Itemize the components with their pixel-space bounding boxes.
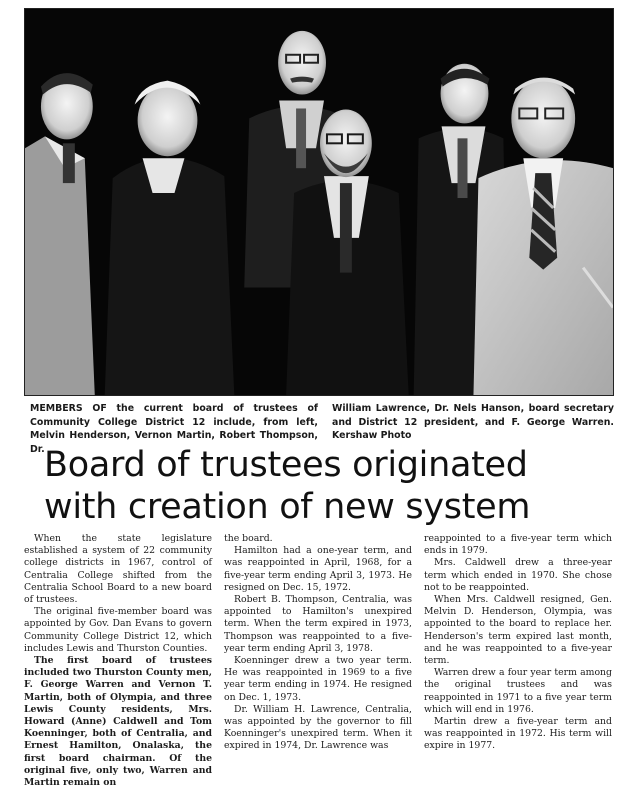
- headline-line-1: Board of trustees originated: [44, 445, 528, 485]
- paragraph: Koenninger drew a two year term. He was reappointed in 1969 to a five year term ending in 1974. He resigned on Dec. 1, 1973.: [224, 655, 412, 703]
- paragraph: The first board of trustees included two Thurston County men, F. George Warren and Vernon T. Martin, both of Olympia, and three Lewis County residents, Mrs. Howard (Anne) Caldwell and Tom Koenninger, both of Centralia, and Ernest Hamilton, Onalaska, the first board chairman. Of the original five, only two, Warren and Martin remain on: [24, 655, 212, 789]
- paragraph: the board.: [224, 533, 273, 544]
- caption-col-2: William Lawrence, Dr. Nels Hanson, board secretary and District 12 president, and F. George Warren. Kershaw Photo: [332, 403, 614, 441]
- paragraph: Robert B. Thompson, Centralia, was appointed to Hamilton's unexpired term. When the term expired in 1973, Thompson was reappointed to a five-year term ending April 3, 1978.: [224, 594, 412, 654]
- caption-text-1: the current board of trustees of Community College District 12 include, from left, Melvin Henderson, Vernon Martin, Robert Thompson, Dr.: [30, 403, 318, 455]
- paragraph: Dr. William H. Lawrence, Centralia, was appointed by the governor to fill Koenninger's unexpired term. When it expired in 1974, Dr. Lawrence was: [224, 703, 412, 752]
- paragraph: Mrs. Caldwell drew a three-year term which ended in 1970. She chose not to be reappointed.: [424, 557, 612, 593]
- paragraph: When Mrs. Caldwell resigned, Gen. Melvin D. Henderson, Olympia, was appointed to the board to replace her. Henderson's term expired last month, and he was reappointed to a five-year term.: [424, 594, 612, 667]
- paragraph: When the state legislature established a system of 22 community college districts in 1967, control of Centralia College shifted from the Centralia School Board to a new board of trustees.: [24, 533, 212, 606]
- caption-lead: MEMBERS OF: [30, 403, 107, 414]
- article-headline: [44, 444, 604, 528]
- paragraph: Warren drew a four year term among the original trustees and was reappointed in 1971 to a five year term which will end in 1976.: [424, 667, 612, 715]
- article-column-2: [224, 533, 412, 789]
- board-members-photo-image: [25, 9, 613, 395]
- paragraph: The original five-member board was appointed by Gov. Dan Evans to govern Community College District 12, which includes Lewis and Thurston Counties.: [24, 606, 212, 654]
- paragraph: Martin drew a five-year term and was reappointed in 1972. His term will expire in 1977.: [424, 716, 612, 752]
- board-photo: [24, 8, 614, 396]
- headline-line-2: with creation of new system: [44, 487, 531, 527]
- article-column-1: [24, 533, 212, 789]
- paragraph: reappointed to a five-year term which ends in 1979.: [424, 533, 612, 557]
- paragraph: Hamilton had a one-year term, and was reappointed in April, 1968, for a five-year term ending April 3, 1973. He resigned on Dec. 15, 1972.: [224, 545, 412, 593]
- article-body: [24, 533, 620, 789]
- article-column-3: [424, 533, 612, 789]
